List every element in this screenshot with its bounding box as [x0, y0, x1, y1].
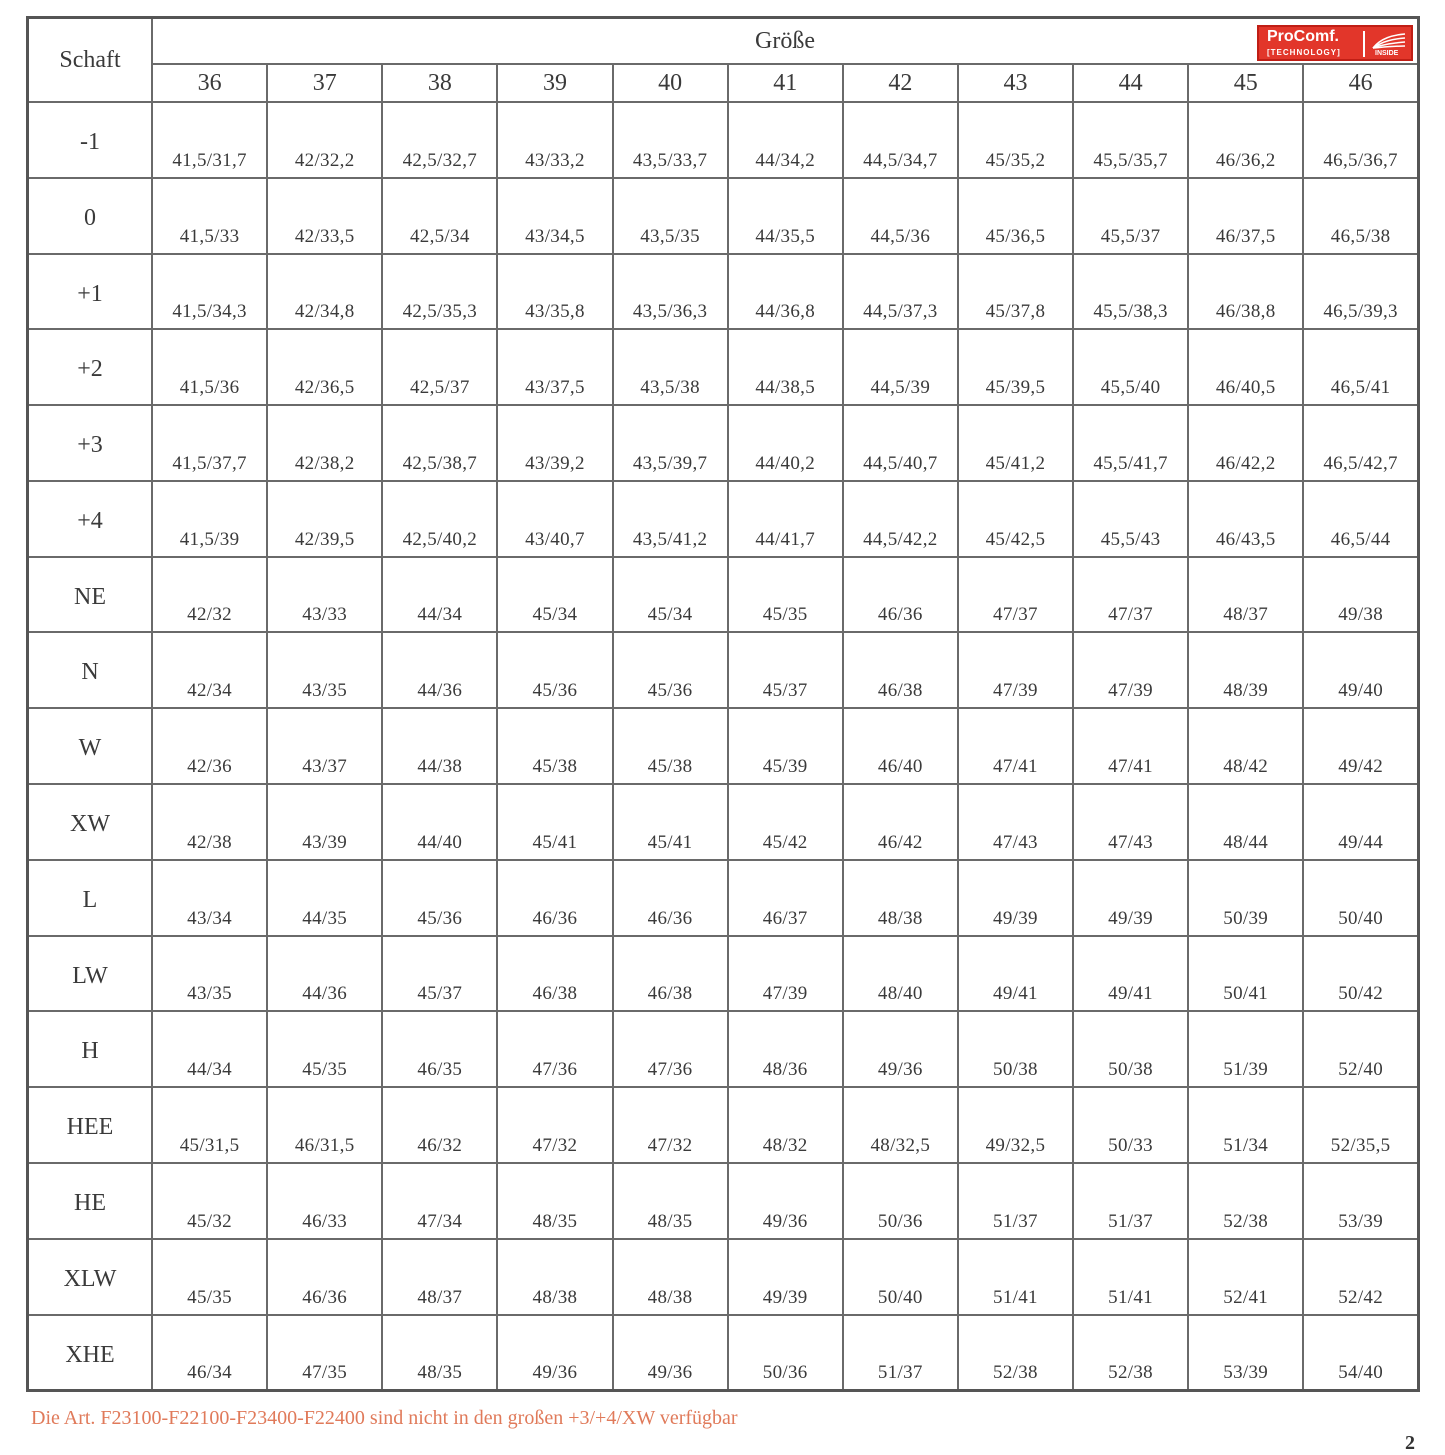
table-cell: 50/39	[1188, 860, 1303, 936]
row-label: HEE	[28, 1087, 153, 1163]
row-label: +3	[28, 405, 153, 481]
table-cell: 42/32	[152, 557, 267, 633]
table-cell: 51/41	[1073, 1239, 1188, 1315]
table-row	[28, 860, 1419, 936]
row-label: L	[28, 860, 153, 936]
table-cell: 50/33	[1073, 1087, 1188, 1163]
table-cell: 45/35	[152, 1239, 267, 1315]
row-label: +2	[28, 329, 153, 405]
table-cell: 44/36	[382, 632, 497, 708]
table-row	[28, 178, 1419, 254]
size-header-46: 46	[1303, 64, 1418, 102]
table-cell: 45/41	[497, 784, 612, 860]
table-cell: 43,5/41,2	[613, 481, 728, 557]
table-cell: 45,5/35,7	[1073, 102, 1188, 178]
table-cell: 50/42	[1303, 936, 1418, 1012]
table-cell: 49/39	[958, 860, 1073, 936]
size-table-body	[28, 102, 1419, 1391]
table-cell: 43,5/38	[613, 329, 728, 405]
table-cell: 51/41	[958, 1239, 1073, 1315]
table-cell: 49/36	[497, 1315, 612, 1391]
table-cell: 43/39,2	[497, 405, 612, 481]
table-cell: 46/38	[497, 936, 612, 1012]
row-label: HE	[28, 1163, 153, 1239]
table-row	[28, 102, 1419, 178]
table-cell: 46/36,2	[1188, 102, 1303, 178]
table-cell: 50/40	[1303, 860, 1418, 936]
table-cell: 49/42	[1303, 708, 1418, 784]
table-cell: 48/38	[497, 1239, 612, 1315]
logo-inside-text: INSIDE	[1375, 50, 1399, 57]
table-cell: 48/37	[382, 1239, 497, 1315]
size-header-row	[28, 64, 1419, 102]
table-cell: 42/34	[152, 632, 267, 708]
table-cell: 44,5/39	[843, 329, 958, 405]
table-cell: 52/35,5	[1303, 1087, 1418, 1163]
table-cell: 41,5/31,7	[152, 102, 267, 178]
table-cell: 48/35	[613, 1163, 728, 1239]
table-row	[28, 1011, 1419, 1087]
table-cell: 47/43	[958, 784, 1073, 860]
table-cell: 46/32	[382, 1087, 497, 1163]
table-cell: 41,5/34,3	[152, 254, 267, 330]
table-row	[28, 329, 1419, 405]
table-cell: 45/39	[728, 708, 843, 784]
table-cell: 44/35	[267, 860, 382, 936]
table-cell: 45/37,8	[958, 254, 1073, 330]
table-cell: 46,5/44	[1303, 481, 1418, 557]
table-cell: 43/37	[267, 708, 382, 784]
table-cell: 46/36	[267, 1239, 382, 1315]
table-cell: 45,5/40	[1073, 329, 1188, 405]
table-cell: 44/34,2	[728, 102, 843, 178]
row-label: +4	[28, 481, 153, 557]
table-cell: 47/34	[382, 1163, 497, 1239]
table-cell: 48/37	[1188, 557, 1303, 633]
table-cell: 46/42,2	[1188, 405, 1303, 481]
size-header-45: 45	[1188, 64, 1303, 102]
table-cell: 50/41	[1188, 936, 1303, 1012]
table-cell: 45/35	[728, 557, 843, 633]
table-cell: 46/31,5	[267, 1087, 382, 1163]
table-cell: 48/38	[843, 860, 958, 936]
table-cell: 46/36	[843, 557, 958, 633]
table-cell: 52/41	[1188, 1239, 1303, 1315]
table-cell: 45/35	[267, 1011, 382, 1087]
table-cell: 51/37	[843, 1315, 958, 1391]
table-cell: 44,5/36	[843, 178, 958, 254]
table-cell: 47/39	[958, 632, 1073, 708]
table-row	[28, 936, 1419, 1012]
table-row	[28, 481, 1419, 557]
table-cell: 52/38	[1073, 1315, 1188, 1391]
table-cell: 46/42	[843, 784, 958, 860]
table-cell: 45/36	[382, 860, 497, 936]
size-chart-table	[26, 16, 1420, 1392]
logo-swoosh-icon	[1371, 32, 1407, 50]
table-cell: 47/39	[728, 936, 843, 1012]
table-cell: 53/39	[1188, 1315, 1303, 1391]
groesse-label: Größe	[755, 27, 815, 54]
table-cell: 45/41,2	[958, 405, 1073, 481]
schaft-header: Schaft	[28, 18, 153, 103]
size-header-36: 36	[152, 64, 267, 102]
table-cell: 49/36	[843, 1011, 958, 1087]
table-cell: 42,5/37	[382, 329, 497, 405]
table-cell: 46/38,8	[1188, 254, 1303, 330]
table-row	[28, 1163, 1419, 1239]
table-cell: 46/40,5	[1188, 329, 1303, 405]
table-cell: 51/37	[1073, 1163, 1188, 1239]
table-cell: 48/44	[1188, 784, 1303, 860]
size-header-44: 44	[1073, 64, 1188, 102]
table-row	[28, 254, 1419, 330]
table-cell: 46/36	[497, 860, 612, 936]
table-cell: 44/40,2	[728, 405, 843, 481]
table-cell: 49/32,5	[958, 1087, 1073, 1163]
table-cell: 51/39	[1188, 1011, 1303, 1087]
table-cell: 49/41	[1073, 936, 1188, 1012]
table-cell: 45,5/38,3	[1073, 254, 1188, 330]
table-cell: 43/35	[152, 936, 267, 1012]
table-cell: 43,5/33,7	[613, 102, 728, 178]
table-cell: 45/37	[382, 936, 497, 1012]
table-cell: 46,5/39,3	[1303, 254, 1418, 330]
table-cell: 42/36	[152, 708, 267, 784]
table-cell: 54/40	[1303, 1315, 1418, 1391]
table-cell: 46/37,5	[1188, 178, 1303, 254]
table-cell: 50/38	[1073, 1011, 1188, 1087]
table-cell: 46/35	[382, 1011, 497, 1087]
table-cell: 42,5/34	[382, 178, 497, 254]
table-cell: 48/39	[1188, 632, 1303, 708]
table-cell: 45/42	[728, 784, 843, 860]
size-header-39: 39	[497, 64, 612, 102]
table-cell: 43/34,5	[497, 178, 612, 254]
table-cell: 49/39	[728, 1239, 843, 1315]
table-cell: 46/34	[152, 1315, 267, 1391]
table-cell: 44/36,8	[728, 254, 843, 330]
table-cell: 49/41	[958, 936, 1073, 1012]
table-cell: 51/37	[958, 1163, 1073, 1239]
table-cell: 44/34	[382, 557, 497, 633]
table-cell: 47/37	[958, 557, 1073, 633]
table-cell: 52/38	[958, 1315, 1073, 1391]
table-cell: 49/40	[1303, 632, 1418, 708]
table-cell: 48/42	[1188, 708, 1303, 784]
table-cell: 50/36	[843, 1163, 958, 1239]
table-cell: 47/32	[613, 1087, 728, 1163]
table-cell: 45/36	[497, 632, 612, 708]
table-cell: 49/39	[1073, 860, 1188, 936]
row-label: H	[28, 1011, 153, 1087]
table-cell: 52/40	[1303, 1011, 1418, 1087]
table-cell: 42/39,5	[267, 481, 382, 557]
table-cell: 45/34	[497, 557, 612, 633]
table-cell: 49/36	[728, 1163, 843, 1239]
table-cell: 46/40	[843, 708, 958, 784]
table-cell: 48/32,5	[843, 1087, 958, 1163]
size-header-37: 37	[267, 64, 382, 102]
table-cell: 42/32,2	[267, 102, 382, 178]
table-cell: 50/36	[728, 1315, 843, 1391]
table-cell: 46/36	[613, 860, 728, 936]
table-cell: 45,5/37	[1073, 178, 1188, 254]
footnote: Die Art. F23100-F22100-F23400-F22400 sind nicht in den großen +3/+4/XW verfügbar	[31, 1407, 738, 1429]
table-cell: 44/38	[382, 708, 497, 784]
table-cell: 48/40	[843, 936, 958, 1012]
table-cell: 47/36	[613, 1011, 728, 1087]
table-cell: 49/38	[1303, 557, 1418, 633]
table-cell: 41,5/33	[152, 178, 267, 254]
table-cell: 45/37	[728, 632, 843, 708]
table-cell: 45/41	[613, 784, 728, 860]
table-cell: 45/32	[152, 1163, 267, 1239]
table-cell: 46/38	[613, 936, 728, 1012]
table-cell: 42,5/35,3	[382, 254, 497, 330]
table-cell: 45,5/41,7	[1073, 405, 1188, 481]
table-row	[28, 784, 1419, 860]
table-cell: 43/34	[152, 860, 267, 936]
row-label: +1	[28, 254, 153, 330]
table-cell: 42/38,2	[267, 405, 382, 481]
table-cell: 51/34	[1188, 1087, 1303, 1163]
table-cell: 43/40,7	[497, 481, 612, 557]
row-label: N	[28, 632, 153, 708]
table-cell: 44,5/34,7	[843, 102, 958, 178]
table-cell: 44/40	[382, 784, 497, 860]
table-cell: 50/40	[843, 1239, 958, 1315]
row-label: -1	[28, 102, 153, 178]
groesse-header	[152, 18, 1419, 65]
table-cell: 42/38	[152, 784, 267, 860]
table-row	[28, 1087, 1419, 1163]
table-cell: 48/32	[728, 1087, 843, 1163]
table-cell: 49/36	[613, 1315, 728, 1391]
row-label: NE	[28, 557, 153, 633]
table-cell: 43/37,5	[497, 329, 612, 405]
table-cell: 45/38	[613, 708, 728, 784]
table-cell: 46,5/38	[1303, 178, 1418, 254]
table-cell: 46/33	[267, 1163, 382, 1239]
logo-divider	[1363, 31, 1365, 57]
table-cell: 44,5/42,2	[843, 481, 958, 557]
table-cell: 47/43	[1073, 784, 1188, 860]
table-cell: 42/34,8	[267, 254, 382, 330]
table-cell: 47/36	[497, 1011, 612, 1087]
table-cell: 45/36	[613, 632, 728, 708]
logo-sub-text: [TECHNOLOGY]	[1267, 48, 1341, 57]
row-label: 0	[28, 178, 153, 254]
table-cell: 52/38	[1188, 1163, 1303, 1239]
table-cell: 42/36,5	[267, 329, 382, 405]
table-row	[28, 632, 1419, 708]
table-cell: 53/39	[1303, 1163, 1418, 1239]
table-cell: 44/38,5	[728, 329, 843, 405]
row-label: LW	[28, 936, 153, 1012]
table-cell: 42,5/40,2	[382, 481, 497, 557]
table-cell: 43/33	[267, 557, 382, 633]
table-cell: 43/33,2	[497, 102, 612, 178]
table-row	[28, 1239, 1419, 1315]
table-cell: 44/36	[267, 936, 382, 1012]
table-cell: 47/32	[497, 1087, 612, 1163]
row-label: XHE	[28, 1315, 153, 1391]
table-cell: 50/38	[958, 1011, 1073, 1087]
table-cell: 43,5/36,3	[613, 254, 728, 330]
table-cell: 45/34	[613, 557, 728, 633]
size-header-42: 42	[843, 64, 958, 102]
table-cell: 43,5/39,7	[613, 405, 728, 481]
table-cell: 45/38	[497, 708, 612, 784]
table-cell: 42,5/38,7	[382, 405, 497, 481]
procomf-logo	[1257, 25, 1413, 61]
table-cell: 45,5/43	[1073, 481, 1188, 557]
row-label: W	[28, 708, 153, 784]
table-cell: 46/38	[843, 632, 958, 708]
table-cell: 48/38	[613, 1239, 728, 1315]
table-row	[28, 557, 1419, 633]
table-cell: 48/35	[497, 1163, 612, 1239]
row-label: XW	[28, 784, 153, 860]
table-cell: 45/36,5	[958, 178, 1073, 254]
table-cell: 44/34	[152, 1011, 267, 1087]
table-cell: 44,5/40,7	[843, 405, 958, 481]
table-cell: 45/31,5	[152, 1087, 267, 1163]
logo-brand-text: ProComf.	[1267, 28, 1339, 45]
table-cell: 46,5/41	[1303, 329, 1418, 405]
table-cell: 48/35	[382, 1315, 497, 1391]
table-cell: 46,5/42,7	[1303, 405, 1418, 481]
table-cell: 45/39,5	[958, 329, 1073, 405]
table-cell: 43/35,8	[497, 254, 612, 330]
size-header-43: 43	[958, 64, 1073, 102]
table-cell: 47/39	[1073, 632, 1188, 708]
table-cell: 42,5/32,7	[382, 102, 497, 178]
table-cell: 45/42,5	[958, 481, 1073, 557]
table-row	[28, 708, 1419, 784]
size-header-40: 40	[613, 64, 728, 102]
table-cell: 41,5/37,7	[152, 405, 267, 481]
table-cell: 43/35	[267, 632, 382, 708]
table-cell: 43/39	[267, 784, 382, 860]
table-cell: 46/43,5	[1188, 481, 1303, 557]
table-cell: 46/37	[728, 860, 843, 936]
table-row	[28, 405, 1419, 481]
table-cell: 46,5/36,7	[1303, 102, 1418, 178]
table-row	[28, 1315, 1419, 1391]
table-cell: 44/35,5	[728, 178, 843, 254]
row-label: XLW	[28, 1239, 153, 1315]
table-cell: 52/42	[1303, 1239, 1418, 1315]
table-cell: 44,5/37,3	[843, 254, 958, 330]
table-cell: 47/41	[958, 708, 1073, 784]
table-cell: 43,5/35	[613, 178, 728, 254]
table-cell: 48/36	[728, 1011, 843, 1087]
table-cell: 47/37	[1073, 557, 1188, 633]
table-cell: 49/44	[1303, 784, 1418, 860]
table-cell: 41,5/36	[152, 329, 267, 405]
page-number: 2	[1405, 1432, 1415, 1454]
table-cell: 44/41,7	[728, 481, 843, 557]
table-cell: 41,5/39	[152, 481, 267, 557]
table-cell: 47/41	[1073, 708, 1188, 784]
table-cell: 47/35	[267, 1315, 382, 1391]
table-cell: 45/35,2	[958, 102, 1073, 178]
size-header-38: 38	[382, 64, 497, 102]
table-cell: 42/33,5	[267, 178, 382, 254]
size-header-41: 41	[728, 64, 843, 102]
